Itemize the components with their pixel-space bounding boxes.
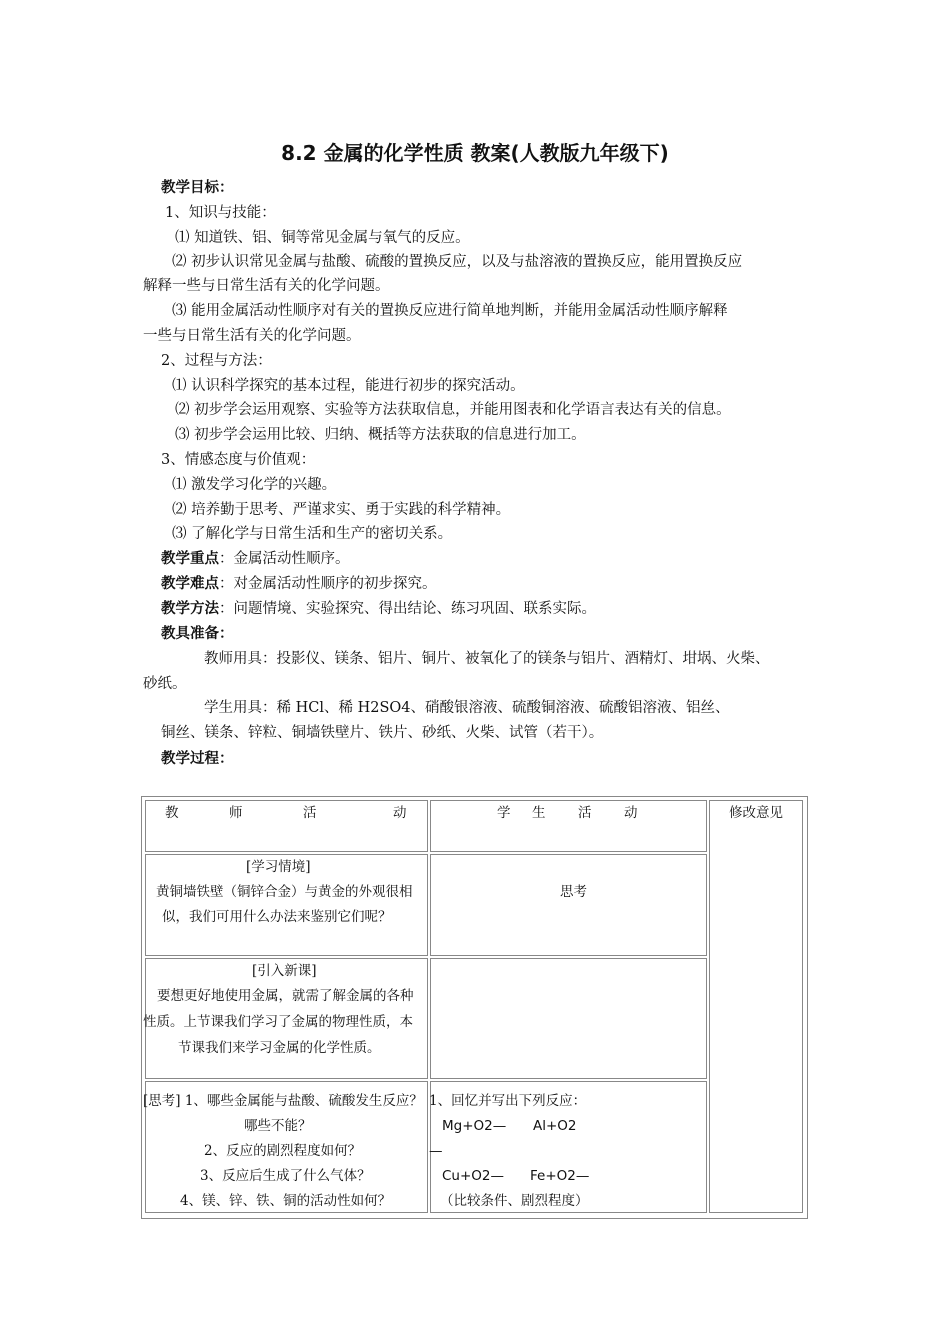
row3-equation: Cu+O2—: [442, 1168, 505, 1184]
difficulty-label: 教学难点: [161, 576, 219, 592]
objective-item: ⑶ 了解化学与日常生活和生产的密切关系。: [172, 526, 453, 542]
objective-item: ⑵ 初步认识常见金属与盐酸、硫酸的置换反应，以及与盐溶液的置换反应，能用置换反应: [172, 254, 743, 270]
tools-heading: 教具准备：: [161, 626, 234, 642]
teacher-tools: 教师用具：投影仪、镁条、铝片、铜片、被氧化了的镁条与铝片、酒精灯、坩埚、火柴、: [204, 651, 770, 667]
objective-item-cont: 解释一些与日常生活有关的化学问题。: [143, 278, 390, 294]
objective-item: ⑵ 培养勤于思考、严谨求实、勇于实践的科学精神。: [172, 502, 511, 518]
row1-tag: [学习情境]: [246, 859, 311, 875]
difficulty: [161, 574, 437, 594]
header-notes: 修改意见: [729, 805, 783, 821]
row2-text: 性质。上节课我们学习了金属的物理性质，本: [143, 1014, 413, 1030]
objective-section-2: 2、过程与方法：: [161, 353, 272, 369]
header-student-char: 动: [624, 805, 638, 821]
page-title: 8.2 金属的化学性质 教案(人教版九年级下): [281, 141, 669, 165]
row1-text: 似，我们可用什么办法来鉴别它们呢？: [162, 909, 392, 925]
row3-equation-dash: —: [429, 1143, 443, 1159]
header-student-cell: [430, 800, 707, 852]
objective-section-1: 1、知识与技能：: [165, 205, 276, 221]
header-teacher-char: 师: [229, 805, 243, 821]
key-point-label: 教学重点: [161, 551, 219, 567]
notes-column-cell: [709, 800, 803, 1213]
header-teacher-cell: [145, 800, 428, 852]
teacher-tools-cont: 砂纸。: [143, 676, 187, 692]
header-teacher-char: 活: [303, 805, 317, 821]
objective-item: ⑴ 激发学习化学的兴趣。: [172, 477, 337, 493]
row1-student-text: 思考: [560, 884, 587, 900]
objective-item: ⑴ 认识科学探究的基本过程，能进行初步的探究活动。: [172, 378, 525, 394]
objective-item: ⑵ 初步学会运用观察、实验等方法获取信息，并能用图表和化学语言表达有关的信息。: [175, 402, 731, 418]
objective-item-cont: 一些与日常生活有关的化学问题。: [143, 328, 361, 344]
row2-tag: [引入新课]: [252, 963, 317, 979]
method-text: ：问题情境、实验探究、得出结论、练习巩固、联系实际。: [219, 601, 596, 617]
row3-equation: Al+O2: [533, 1118, 577, 1134]
student-tools: 学生用具：稀 HCl、稀 H2SO4、硝酸银溶液、硫酸铜溶液、硫酸铝溶液、铝丝、: [204, 700, 730, 716]
header-teacher-char: 教: [165, 805, 179, 821]
row3-question: 2、反应的剧烈程度如何？: [204, 1143, 362, 1159]
row3-question: 4、镁、锌、铁、铜的活动性如何？: [180, 1193, 392, 1209]
row3-note: （比较条件、剧烈程度）: [440, 1193, 589, 1209]
row3-student-text: 1、回忆并写出下列反应：: [429, 1093, 587, 1109]
student-tools-cont: 铜丝、镁条、锌粒、铜墙铁壁片、铁片、砂纸、火柴、试管（若干）。: [161, 725, 604, 741]
objective-item: ⑶ 能用金属活动性顺序对有关的置换反应进行简单地判断，并能用金属活动性顺序解释: [172, 303, 728, 319]
row3-question: [思考] 1、哪些金属能与盐酸、硫酸发生反应？: [143, 1093, 423, 1109]
header-student-char: 生: [532, 805, 546, 821]
row3-equation: Mg+O2—: [442, 1118, 507, 1134]
method-label: 教学方法: [161, 601, 219, 617]
objective-item: ⑴ 知道铁、铝、铜等常见金属与氧气的反应。: [175, 230, 470, 246]
key-point: [161, 549, 350, 569]
row1-text: 黄铜墙铁壁（铜锌合金）与黄金的外观很相: [156, 884, 413, 900]
row2-text: 要想更好地使用金属，就需了解金属的各种: [157, 988, 414, 1004]
header-teacher-char: 动: [393, 805, 407, 821]
row3-question: 3、反应后生成了什么气体？: [200, 1168, 371, 1184]
method: [161, 599, 596, 619]
row2-text: 节课我们来学习金属的化学性质。: [178, 1040, 381, 1056]
header-student-char: 活: [578, 805, 592, 821]
header-student-char: 学: [497, 805, 511, 821]
difficulty-text: ：对金属活动性顺序的初步探究。: [219, 576, 437, 592]
row3-question-cont: 哪些不能？: [244, 1118, 312, 1134]
process-heading: 教学过程：: [161, 751, 234, 767]
objectives-heading: 教学目标：: [161, 180, 234, 196]
row1-student-cell: [430, 854, 707, 956]
objective-item: ⑶ 初步学会运用比较、归纳、概括等方法获取的信息进行加工。: [175, 427, 586, 443]
objective-section-3: 3、情感态度与价值观：: [161, 452, 316, 468]
row3-equation: Fe+O2—: [530, 1168, 590, 1184]
key-point-text: ：金属活动性顺序。: [219, 551, 350, 567]
row2-student-cell: [430, 958, 707, 1079]
